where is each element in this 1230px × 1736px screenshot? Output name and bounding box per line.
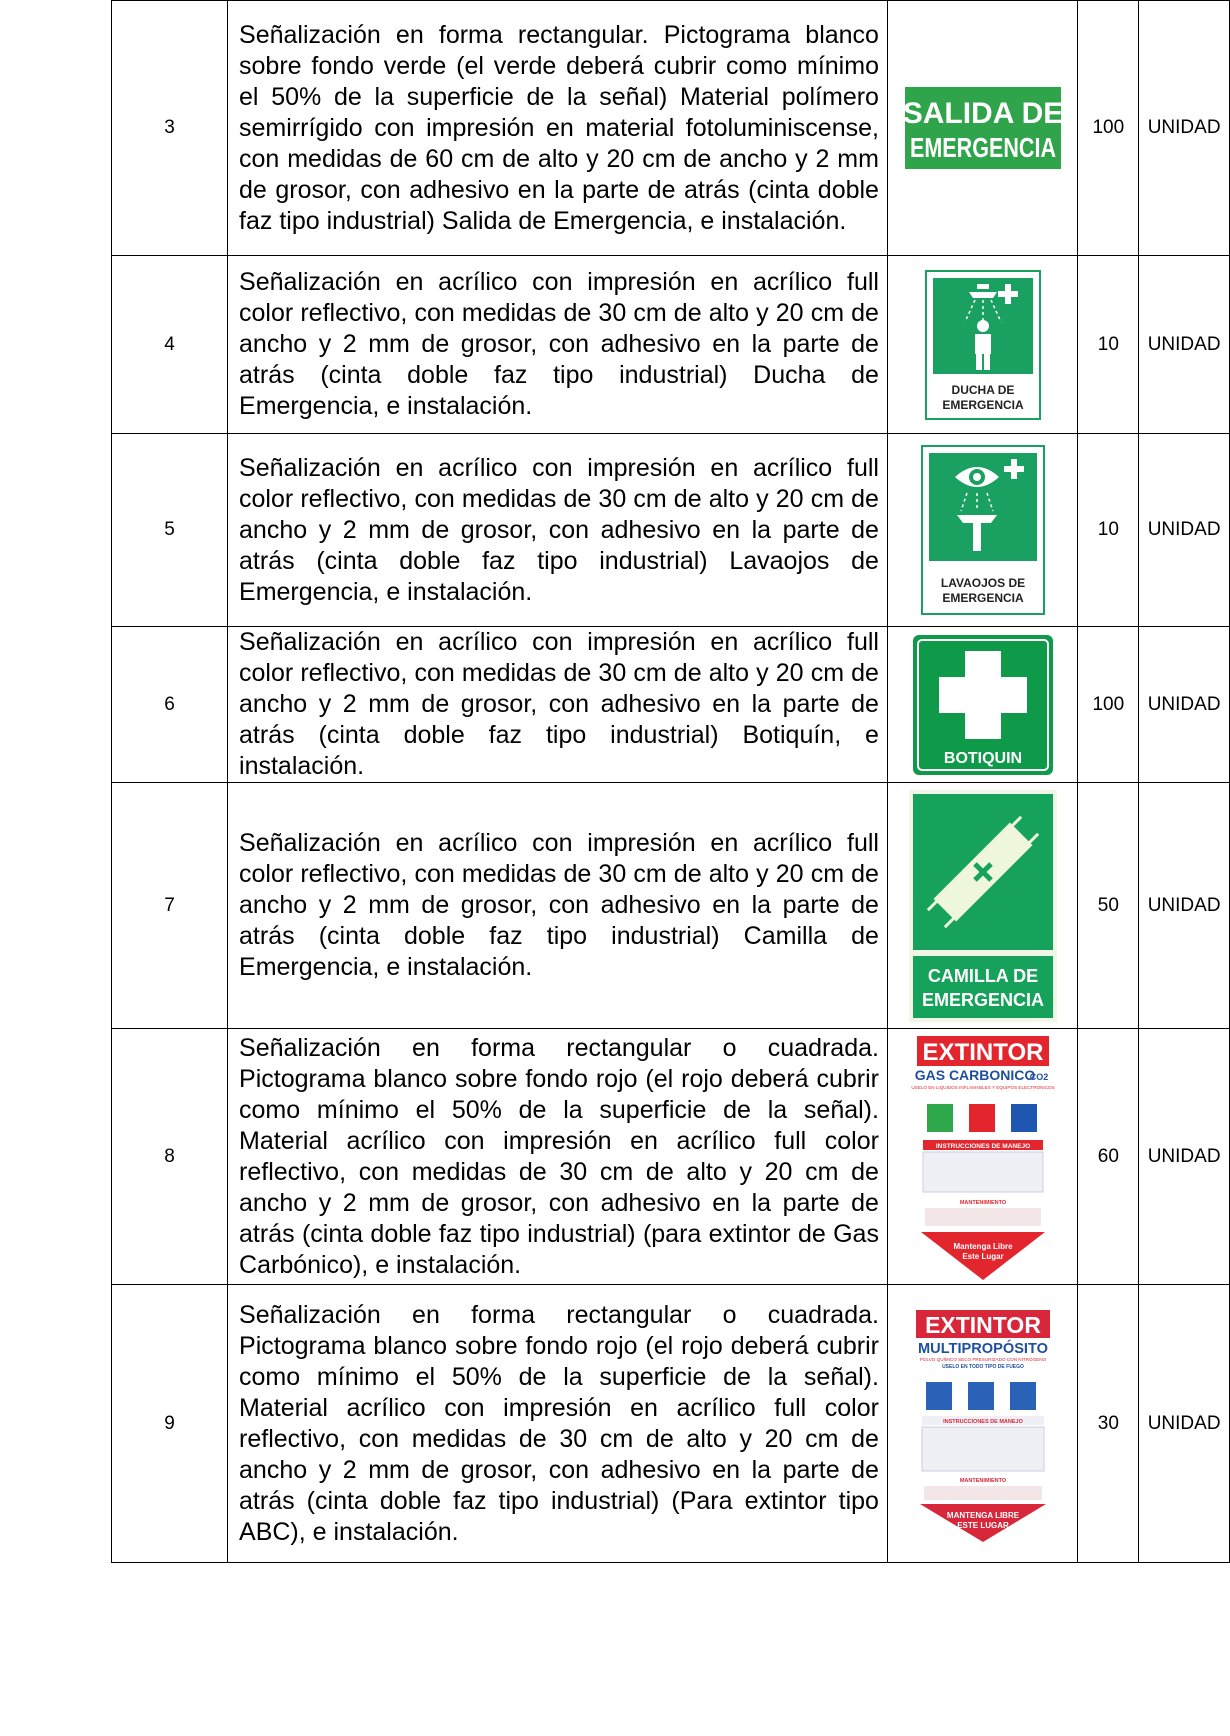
item-unit: UNIDAD: [1139, 1029, 1230, 1285]
sign-line2: EMERGENCIA: [942, 397, 1024, 412]
item-quantity: 60: [1078, 1029, 1139, 1285]
sign-subtitle2: USELO EN TODO TIPO DE FUEGO: [941, 1363, 1024, 1370]
sign-line2: EMERGENCIA: [942, 591, 1024, 605]
extinguisher-icon: [913, 1032, 1053, 1282]
extinguisher-icon: [912, 1306, 1054, 1542]
item-number: 8: [112, 1029, 228, 1285]
sign-line1: BOTIQUIN: [943, 749, 1022, 767]
sign-footer2: Este Lugar: [962, 1251, 1004, 1261]
table-row: [112, 256, 1230, 434]
sign-footer1: MANTENGA LIBRE: [946, 1510, 1019, 1520]
table-row: [112, 627, 1230, 783]
item-number: 4: [112, 256, 228, 434]
sign-image: [887, 1029, 1077, 1285]
sign-line3: CO2: [1029, 1071, 1048, 1082]
item-number: 7: [112, 783, 228, 1029]
item-unit: UNIDAD: [1139, 256, 1230, 434]
sign-line1: SALIDA DE: [902, 97, 1063, 130]
item-unit: UNIDAD: [1139, 627, 1230, 783]
sign-section: INSTRUCCIONES DE MANEJO: [935, 1142, 1030, 1150]
sign-line2: GAS CARBONICO: [914, 1066, 1035, 1083]
first-aid-cross-icon: [913, 635, 1053, 775]
table-row: [112, 783, 1230, 1029]
item-unit: UNIDAD: [1139, 434, 1230, 627]
item-unit: UNIDAD: [1139, 783, 1230, 1029]
item-quantity: 10: [1078, 256, 1139, 434]
sign-image: [887, 434, 1077, 627]
sign-maintenance: MANTENIMIENTO: [959, 1199, 1006, 1206]
item-quantity: 100: [1078, 1, 1139, 256]
item-quantity: 100: [1078, 627, 1139, 783]
item-quantity: 50: [1078, 783, 1139, 1029]
item-quantity: 30: [1078, 1285, 1139, 1563]
specifications-table: [111, 0, 1230, 1563]
sign-line1: EXTINTOR: [924, 1311, 1041, 1338]
sign-line1: CAMILLA DE: [927, 965, 1038, 986]
item-quantity: 10: [1078, 434, 1139, 627]
item-description: Señalización en forma rectangular o cuadrada. Pictograma blanco sobre fondo rojo (el rojo deberá cubrir como mínimo el 50% de la superficie de la señal). Material acrílico con impresión en acrílico full color reflectivo, con medidas de 30 cm de alto y 20 cm de ancho y 2 mm de grosor, con adhesivo en la parte de atrás (cinta doble faz tipo industrial) (para extintor de Gas Carbónico), e instalación.: [228, 1029, 888, 1285]
item-description: Señalización en acrílico con impresión en acrílico full color reflectivo, con medidas de 30 cm de alto y 20 cm de ancho y 2 mm de grosor, con adhesivo en la parte de atrás (cinta doble faz tipo industrial) Lavaojos de Emergencia, e instalación.: [228, 434, 888, 627]
sign-footer2: ESTE LUGAR: [956, 1520, 1009, 1530]
item-number: 6: [112, 627, 228, 783]
table-row: [112, 1, 1230, 256]
sign-image: [887, 1, 1077, 256]
sign-line2: EMERGENCIA: [909, 132, 1056, 163]
item-description: Señalización en acrílico con impresión en acrílico full color reflectivo, con medidas de 30 cm de alto y 20 cm de ancho y 2 mm de grosor, con adhesivo en la parte de atrás (cinta doble faz tipo industrial) Botiquín, e instalación.: [228, 627, 888, 783]
item-description: Señalización en forma rectangular. Pictograma blanco sobre fondo verde (el verde deberá cubrir como mínimo el 50% de la superficie de la señal) Material polímero semirrígido con impresión en material fotoluminiscense, con medidas de 60 cm de alto y 20 cm de ancho y 2 mm de grosor, con adhesivo en la parte de atrás (cinta doble faz tipo industrial) Salida de Emergencia, e instalación.: [228, 1, 888, 256]
stretcher-icon: [909, 790, 1057, 1022]
table-row: [112, 1285, 1230, 1563]
item-number: 3: [112, 1, 228, 256]
item-description: Señalización en acrílico con impresión en acrílico full color reflectivo, con medidas de 30 cm de alto y 20 cm de ancho y 2 mm de grosor, con adhesivo en la parte de atrás (cinta doble faz tipo industrial) Ducha de Emergencia, e instalación.: [228, 256, 888, 434]
item-unit: UNIDAD: [1139, 1285, 1230, 1563]
item-number: 5: [112, 434, 228, 627]
table-row: [112, 1029, 1230, 1285]
item-description: Señalización en acrílico con impresión en acrílico full color reflectivo, con medidas de 30 cm de alto y 20 cm de ancho y 2 mm de grosor, con adhesivo en la parte de atrás (cinta doble faz tipo industrial) Camilla de Emergencia, e instalación.: [228, 783, 888, 1029]
sign-maintenance: MANTENIMIENTO: [959, 1477, 1006, 1484]
sign-line1: DUCHA DE: [951, 382, 1015, 397]
eyewash-icon: [921, 445, 1045, 615]
item-unit: UNIDAD: [1139, 1, 1230, 256]
sign-line2: EMERGENCIA: [921, 989, 1044, 1010]
table-row: [112, 434, 1230, 627]
exit-sign-icon: [902, 87, 1063, 169]
sign-section: INSTRUCCIONES DE MANEJO: [942, 1418, 1023, 1425]
sign-subtitle: POLVO QUÍMICO SECO PRESURIZADO CON NITRÓGENO: [919, 1356, 1046, 1362]
sign-image: [887, 783, 1077, 1029]
sign-image: [887, 1285, 1077, 1563]
item-number: 9: [112, 1285, 228, 1563]
sign-line1: LAVAOJOS DE: [940, 576, 1025, 590]
shower-icon: [925, 270, 1041, 420]
sign-line1: EXTINTOR: [922, 1038, 1044, 1066]
sign-line2: MULTIPROPÓSITO: [917, 1339, 1052, 1357]
sign-image: [887, 627, 1077, 783]
sign-subtitle: USELO EN LIQUIDOS INFLAMABLES Y EQUIPOS ELECTRONICOS: [911, 1084, 1055, 1090]
sign-image: [887, 256, 1077, 434]
sign-footer1: Mantenga Libre: [953, 1241, 1013, 1251]
item-description: Señalización en forma rectangular o cuadrada. Pictograma blanco sobre fondo rojo (el rojo deberá cubrir como mínimo el 50% de la superficie de la señal). Material acrílico con impresión en acrílico full color reflectivo, con medidas de 30 cm de alto y 20 cm de ancho y 2 mm de grosor, con adhesivo en la parte de atrás (cinta doble faz tipo industrial) (Para extintor tipo ABC), e instalación.: [228, 1285, 888, 1563]
